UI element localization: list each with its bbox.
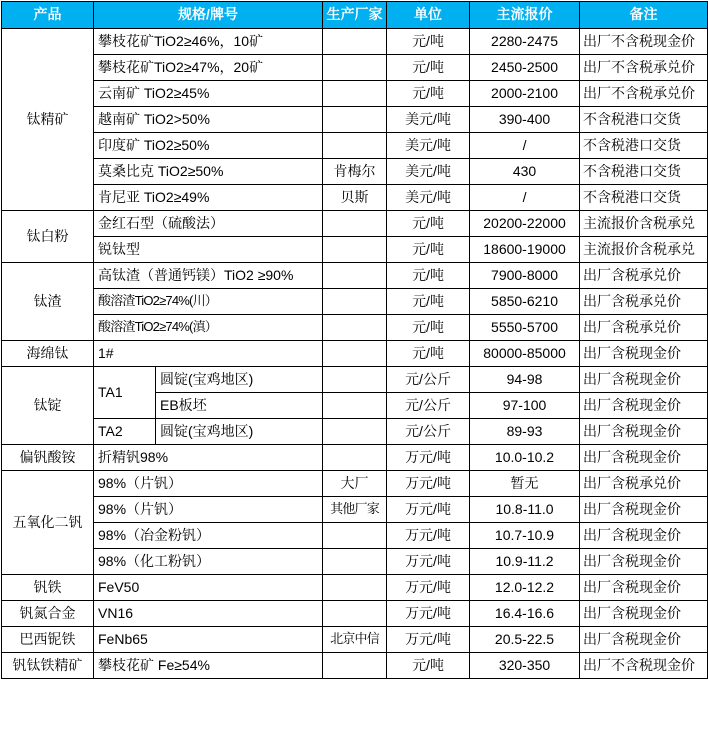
- unit-cell: 元/吨: [387, 81, 470, 107]
- table-row: [2, 315, 708, 341]
- spec-cell: 酸溶渣TiO2≥74%(川）: [94, 289, 323, 315]
- col-header-product: 产品: [2, 2, 94, 29]
- col-header-price: 主流报价: [470, 2, 580, 29]
- price-cell: 2280-2475: [470, 29, 580, 55]
- product-cell: 钛精矿: [2, 29, 94, 211]
- note-cell: 不含税港口交货: [580, 159, 708, 185]
- unit-cell: 元/吨: [387, 29, 470, 55]
- price-table: [1, 1, 708, 679]
- manufacturer-cell: [323, 367, 387, 393]
- note-cell: 出厂含税现金价: [580, 419, 708, 445]
- spec-cell: 肯尼亚 TiO2≥49%: [94, 185, 323, 211]
- unit-cell: 元/吨: [387, 653, 470, 679]
- manufacturer-cell: [323, 419, 387, 445]
- price-cell: 430: [470, 159, 580, 185]
- unit-cell: 万元/吨: [387, 601, 470, 627]
- note-cell: 出厂含税现金价: [580, 445, 708, 471]
- price-cell: /: [470, 185, 580, 211]
- note-cell: 出厂不含税承兑价: [580, 55, 708, 81]
- spec-cell: VN16: [94, 601, 323, 627]
- price-cell: 5850-6210: [470, 289, 580, 315]
- spec-cell: 1#: [94, 341, 323, 367]
- unit-cell: 美元/吨: [387, 107, 470, 133]
- price-cell: 10.0-10.2: [470, 445, 580, 471]
- table-row: [2, 419, 708, 445]
- manufacturer-cell: [323, 289, 387, 315]
- table-row: [2, 627, 708, 653]
- price-cell: 18600-19000: [470, 237, 580, 263]
- manufacturer-cell: 其他厂家: [323, 497, 387, 523]
- note-cell: 出厂含税承兑价: [580, 471, 708, 497]
- table-row: [2, 211, 708, 237]
- price-cell: 5550-5700: [470, 315, 580, 341]
- manufacturer-cell: [323, 211, 387, 237]
- spec-cell: 高钛渣（普通钙镁）TiO2 ≥90%: [94, 263, 323, 289]
- unit-cell: 元/吨: [387, 55, 470, 81]
- spec-cell: 莫桑比克 TiO2≥50%: [94, 159, 323, 185]
- spec-cell: 折精钒98%: [94, 445, 323, 471]
- unit-cell: 元/吨: [387, 211, 470, 237]
- note-cell: 出厂含税现金价: [580, 393, 708, 419]
- price-cell: 16.4-16.6: [470, 601, 580, 627]
- manufacturer-cell: 肯梅尔: [323, 159, 387, 185]
- table-row: [2, 341, 708, 367]
- grade-cell: TA2: [94, 419, 156, 445]
- manufacturer-cell: [323, 81, 387, 107]
- unit-cell: 元/吨: [387, 237, 470, 263]
- product-cell: 钛白粉: [2, 211, 94, 263]
- price-cell: /: [470, 133, 580, 159]
- product-cell: 钒氮合金: [2, 601, 94, 627]
- note-cell: 不含税港口交货: [580, 185, 708, 211]
- spec-cell: 云南矿 TiO2≥45%: [94, 81, 323, 107]
- manufacturer-cell: [323, 601, 387, 627]
- note-cell: 出厂不含税现金价: [580, 29, 708, 55]
- grade-cell: TA1: [94, 367, 156, 419]
- spec-cell: 98%（冶金粉钒）: [94, 523, 323, 549]
- table-row: [2, 107, 708, 133]
- col-header-note: 备注: [580, 2, 708, 29]
- manufacturer-cell: [323, 393, 387, 419]
- table-row: [2, 601, 708, 627]
- col-header-unit: 单位: [387, 2, 470, 29]
- note-cell: 出厂含税现金价: [580, 601, 708, 627]
- unit-cell: 万元/吨: [387, 549, 470, 575]
- table-row: [2, 185, 708, 211]
- manufacturer-cell: [323, 575, 387, 601]
- col-header-spec: 规格/牌号: [94, 2, 323, 29]
- price-cell: 80000-85000: [470, 341, 580, 367]
- table-row: [2, 445, 708, 471]
- table-row: [2, 29, 708, 55]
- product-cell: 五氧化二钒: [2, 471, 94, 575]
- manufacturer-cell: 大厂: [323, 471, 387, 497]
- unit-cell: 元/吨: [387, 315, 470, 341]
- unit-cell: 元/公斤: [387, 393, 470, 419]
- spec-cell: 锐钛型: [94, 237, 323, 263]
- unit-cell: 美元/吨: [387, 159, 470, 185]
- spec-cell: 攀枝花矿TiO2≥46%，10矿: [94, 29, 323, 55]
- note-cell: 出厂不含税现金价: [580, 653, 708, 679]
- spec-cell: 印度矿 TiO2≥50%: [94, 133, 323, 159]
- price-cell: 20.5-22.5: [470, 627, 580, 653]
- note-cell: 不含税港口交货: [580, 107, 708, 133]
- price-cell: 94-98: [470, 367, 580, 393]
- note-cell: 出厂含税承兑价: [580, 263, 708, 289]
- table-row: [2, 523, 708, 549]
- manufacturer-cell: [323, 523, 387, 549]
- product-cell: 钛锭: [2, 367, 94, 445]
- header-row: [2, 2, 708, 29]
- note-cell: 出厂含税承兑价: [580, 289, 708, 315]
- product-cell: 巴西铌铁: [2, 627, 94, 653]
- price-cell: 10.7-10.9: [470, 523, 580, 549]
- price-cell: 2000-2100: [470, 81, 580, 107]
- table-row: [2, 471, 708, 497]
- unit-cell: 万元/吨: [387, 445, 470, 471]
- note-cell: 出厂含税现金价: [580, 367, 708, 393]
- price-cell: 20200-22000: [470, 211, 580, 237]
- price-cell: 320-350: [470, 653, 580, 679]
- spec-cell: FeNb65: [94, 627, 323, 653]
- manufacturer-cell: [323, 315, 387, 341]
- note-cell: 出厂含税现金价: [580, 341, 708, 367]
- table-row: [2, 55, 708, 81]
- spec-cell: 攀枝花矿 Fe≥54%: [94, 653, 323, 679]
- table-row: [2, 237, 708, 263]
- unit-cell: 元/公斤: [387, 367, 470, 393]
- manufacturer-cell: [323, 549, 387, 575]
- unit-cell: 万元/吨: [387, 523, 470, 549]
- manufacturer-cell: [323, 55, 387, 81]
- table-row: [2, 133, 708, 159]
- price-cell: 10.8-11.0: [470, 497, 580, 523]
- spec-cell: 金红石型（硫酸法）: [94, 211, 323, 237]
- price-cell: 2450-2500: [470, 55, 580, 81]
- spec-cell: 酸溶渣TiO2≥74%(滇）: [94, 315, 323, 341]
- note-cell: 出厂含税现金价: [580, 523, 708, 549]
- note-cell: 出厂含税现金价: [580, 627, 708, 653]
- price-cell: 12.0-12.2: [470, 575, 580, 601]
- manufacturer-cell: [323, 445, 387, 471]
- spec-cell: 98%（化工粉钒）: [94, 549, 323, 575]
- unit-cell: 美元/吨: [387, 185, 470, 211]
- price-cell: 97-100: [470, 393, 580, 419]
- manufacturer-cell: [323, 107, 387, 133]
- note-cell: 不含税港口交货: [580, 133, 708, 159]
- manufacturer-cell: 北京中信: [323, 627, 387, 653]
- spec-cell: 98%（片钒）: [94, 471, 323, 497]
- price-cell: 7900-8000: [470, 263, 580, 289]
- table-row: [2, 367, 708, 393]
- spec-cell: 圆锭(宝鸡地区): [156, 419, 323, 445]
- manufacturer-cell: [323, 29, 387, 55]
- col-header-manufacturer: 生产厂家: [323, 2, 387, 29]
- spec-cell: 98%（片钒）: [94, 497, 323, 523]
- product-cell: 海绵钛: [2, 341, 94, 367]
- unit-cell: 美元/吨: [387, 133, 470, 159]
- table-row: [2, 289, 708, 315]
- price-cell: 89-93: [470, 419, 580, 445]
- spec-cell: 圆锭(宝鸡地区): [156, 367, 323, 393]
- product-cell: 钒钛铁精矿: [2, 653, 94, 679]
- manufacturer-cell: [323, 237, 387, 263]
- table-row: [2, 263, 708, 289]
- note-cell: 出厂含税现金价: [580, 575, 708, 601]
- note-cell: 出厂含税现金价: [580, 497, 708, 523]
- price-cell: 暂无: [470, 471, 580, 497]
- product-cell: 偏钒酸铵: [2, 445, 94, 471]
- spec-cell: FeV50: [94, 575, 323, 601]
- note-cell: 主流报价含税承兑: [580, 211, 708, 237]
- manufacturer-cell: [323, 341, 387, 367]
- manufacturer-cell: 贝斯: [323, 185, 387, 211]
- price-cell: 10.9-11.2: [470, 549, 580, 575]
- product-cell: 钒铁: [2, 575, 94, 601]
- unit-cell: 元/吨: [387, 289, 470, 315]
- table-row: [2, 653, 708, 679]
- unit-cell: 元/吨: [387, 263, 470, 289]
- spec-cell: EB板坯: [156, 393, 323, 419]
- unit-cell: 万元/吨: [387, 575, 470, 601]
- product-cell: 钛渣: [2, 263, 94, 341]
- unit-cell: 元/吨: [387, 341, 470, 367]
- price-cell: 390-400: [470, 107, 580, 133]
- spec-cell: 攀枝花矿TiO2≥47%，20矿: [94, 55, 323, 81]
- manufacturer-cell: [323, 653, 387, 679]
- note-cell: 出厂不含税承兑价: [580, 81, 708, 107]
- note-cell: 出厂含税现金价: [580, 549, 708, 575]
- spec-cell: 越南矿 TiO2>50%: [94, 107, 323, 133]
- unit-cell: 万元/吨: [387, 497, 470, 523]
- manufacturer-cell: [323, 133, 387, 159]
- unit-cell: 万元/吨: [387, 471, 470, 497]
- manufacturer-cell: [323, 263, 387, 289]
- table-row: [2, 81, 708, 107]
- table-row: [2, 549, 708, 575]
- table-row: [2, 575, 708, 601]
- unit-cell: 元/公斤: [387, 419, 470, 445]
- note-cell: 出厂含税承兑价: [580, 315, 708, 341]
- note-cell: 主流报价含税承兑: [580, 237, 708, 263]
- table-row: [2, 159, 708, 185]
- unit-cell: 万元/吨: [387, 627, 470, 653]
- table-row: [2, 497, 708, 523]
